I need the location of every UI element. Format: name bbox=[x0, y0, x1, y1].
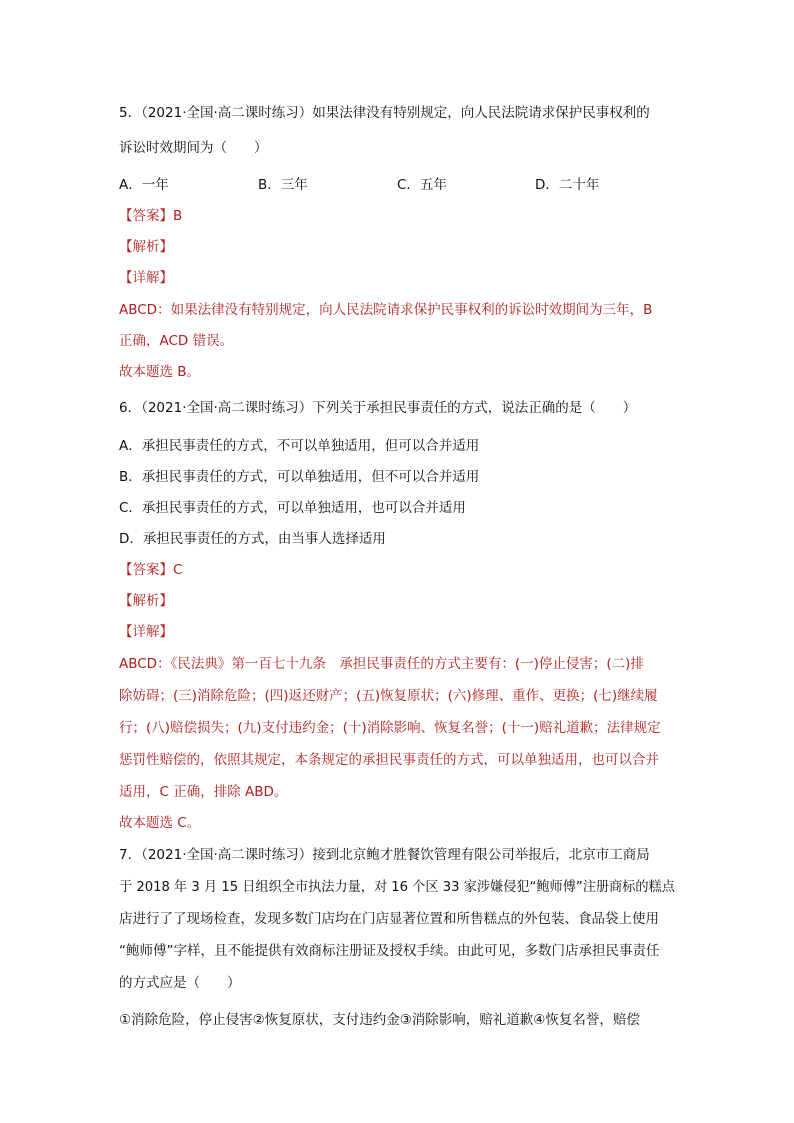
q6-detail-line-4: 惩罚性赔偿的，依照其规定，本条规定的承担民事责任的方式，可以单独适用，也可以合并 bbox=[119, 752, 659, 768]
q6-detail-line-3: 行；(八)赔偿损失；(九)支付违约金；(十)消除影响、恢复名誉；(十一)赔礼道歉；法律规定 bbox=[119, 720, 661, 736]
q6-answer: 【答案】C bbox=[119, 562, 183, 578]
q6-detail-line-1: ABCD：《民法典》第一百七十九条 承担民事责任的方式主要有：(一)停止侵害；(二)排 bbox=[119, 656, 644, 672]
q5-detail-label: 【详解】 bbox=[119, 270, 173, 286]
q6-option-b: B．承担民事责任的方式，可以单独适用，但不可以合并适用 bbox=[119, 469, 480, 485]
q5-stem-line-2: 诉讼时效期间为（ ） bbox=[119, 140, 268, 156]
q7-stem-line-6: ①消除危险，停止侵害②恢复原状，支付违约金③消除影响，赔礼道歉④恢复名誉，赔偿 bbox=[119, 1012, 640, 1028]
q7-stem-line-5: 的方式应是（ ） bbox=[119, 975, 241, 991]
q6-detail-line-2: 除妨碍；(三)消除危险；(四)返还财产；(五)恢复原状；(六)修理、重作、更换；(七)继续履 bbox=[119, 688, 658, 704]
q5-detail-line-1: ABCD：如果法律没有特别规定，向人民法院请求保护民事权利的诉讼时效期间为三年，B bbox=[119, 302, 653, 318]
q5-answer: 【答案】B bbox=[119, 208, 183, 224]
q5-option-a: A．一年 bbox=[119, 177, 169, 193]
q7-stem-line-4: “鲍师傅”字样，且不能提供有效商标注册证及授权手续。由此可见，多数门店承担民事责任 bbox=[119, 943, 660, 959]
q5-stem-line-1: 5．（2021·全国·高二课时练习）如果法律没有特别规定，向人民法院请求保护民事权利的 bbox=[119, 105, 650, 121]
q6-detail-label: 【详解】 bbox=[119, 624, 173, 640]
q6-option-a: A．承担民事责任的方式，不可以单独适用，但可以合并适用 bbox=[119, 438, 480, 454]
q5-option-b: B．三年 bbox=[258, 177, 308, 193]
q6-stem: 6．（2021·全国·高二课时练习）下列关于承担民事责任的方式，说法正确的是（ ） bbox=[119, 400, 637, 416]
q5-conclusion: 故本题选 B。 bbox=[119, 364, 201, 380]
q7-stem-line-2: 于 2018 年 3 月 15 日组织全市执法力量，对 16 个区 33 家涉嫌侵犯“鲍师傅”注册商标的糕点 bbox=[119, 879, 675, 895]
q7-stem-line-1: 7．（2021·全国·高二课时练习）接到北京鲍才胜餐饮管理有限公司举报后，北京市工商局 bbox=[119, 847, 650, 863]
q7-stem-line-3: 店进行了了现场检查，发现多数门店均在门店显著位置和所售糕点的外包装、食品袋上使用 bbox=[119, 911, 659, 927]
q6-analysis-label: 【解析】 bbox=[119, 593, 173, 609]
q5-analysis-label: 【解析】 bbox=[119, 239, 173, 255]
q5-option-c: C．五年 bbox=[397, 177, 447, 193]
q6-option-d: D．承担民事责任的方式，由当事人选择适用 bbox=[119, 531, 386, 547]
q5-option-d: D．二十年 bbox=[535, 177, 600, 193]
q6-option-c: C．承担民事责任的方式，可以单独适用，也可以合并适用 bbox=[119, 500, 466, 516]
q6-conclusion: 故本题选 C。 bbox=[119, 815, 201, 831]
q6-detail-line-5: 适用，C 正确，排除 ABD。 bbox=[119, 784, 288, 800]
q5-detail-line-2: 正确，ACD 错误。 bbox=[119, 333, 234, 349]
